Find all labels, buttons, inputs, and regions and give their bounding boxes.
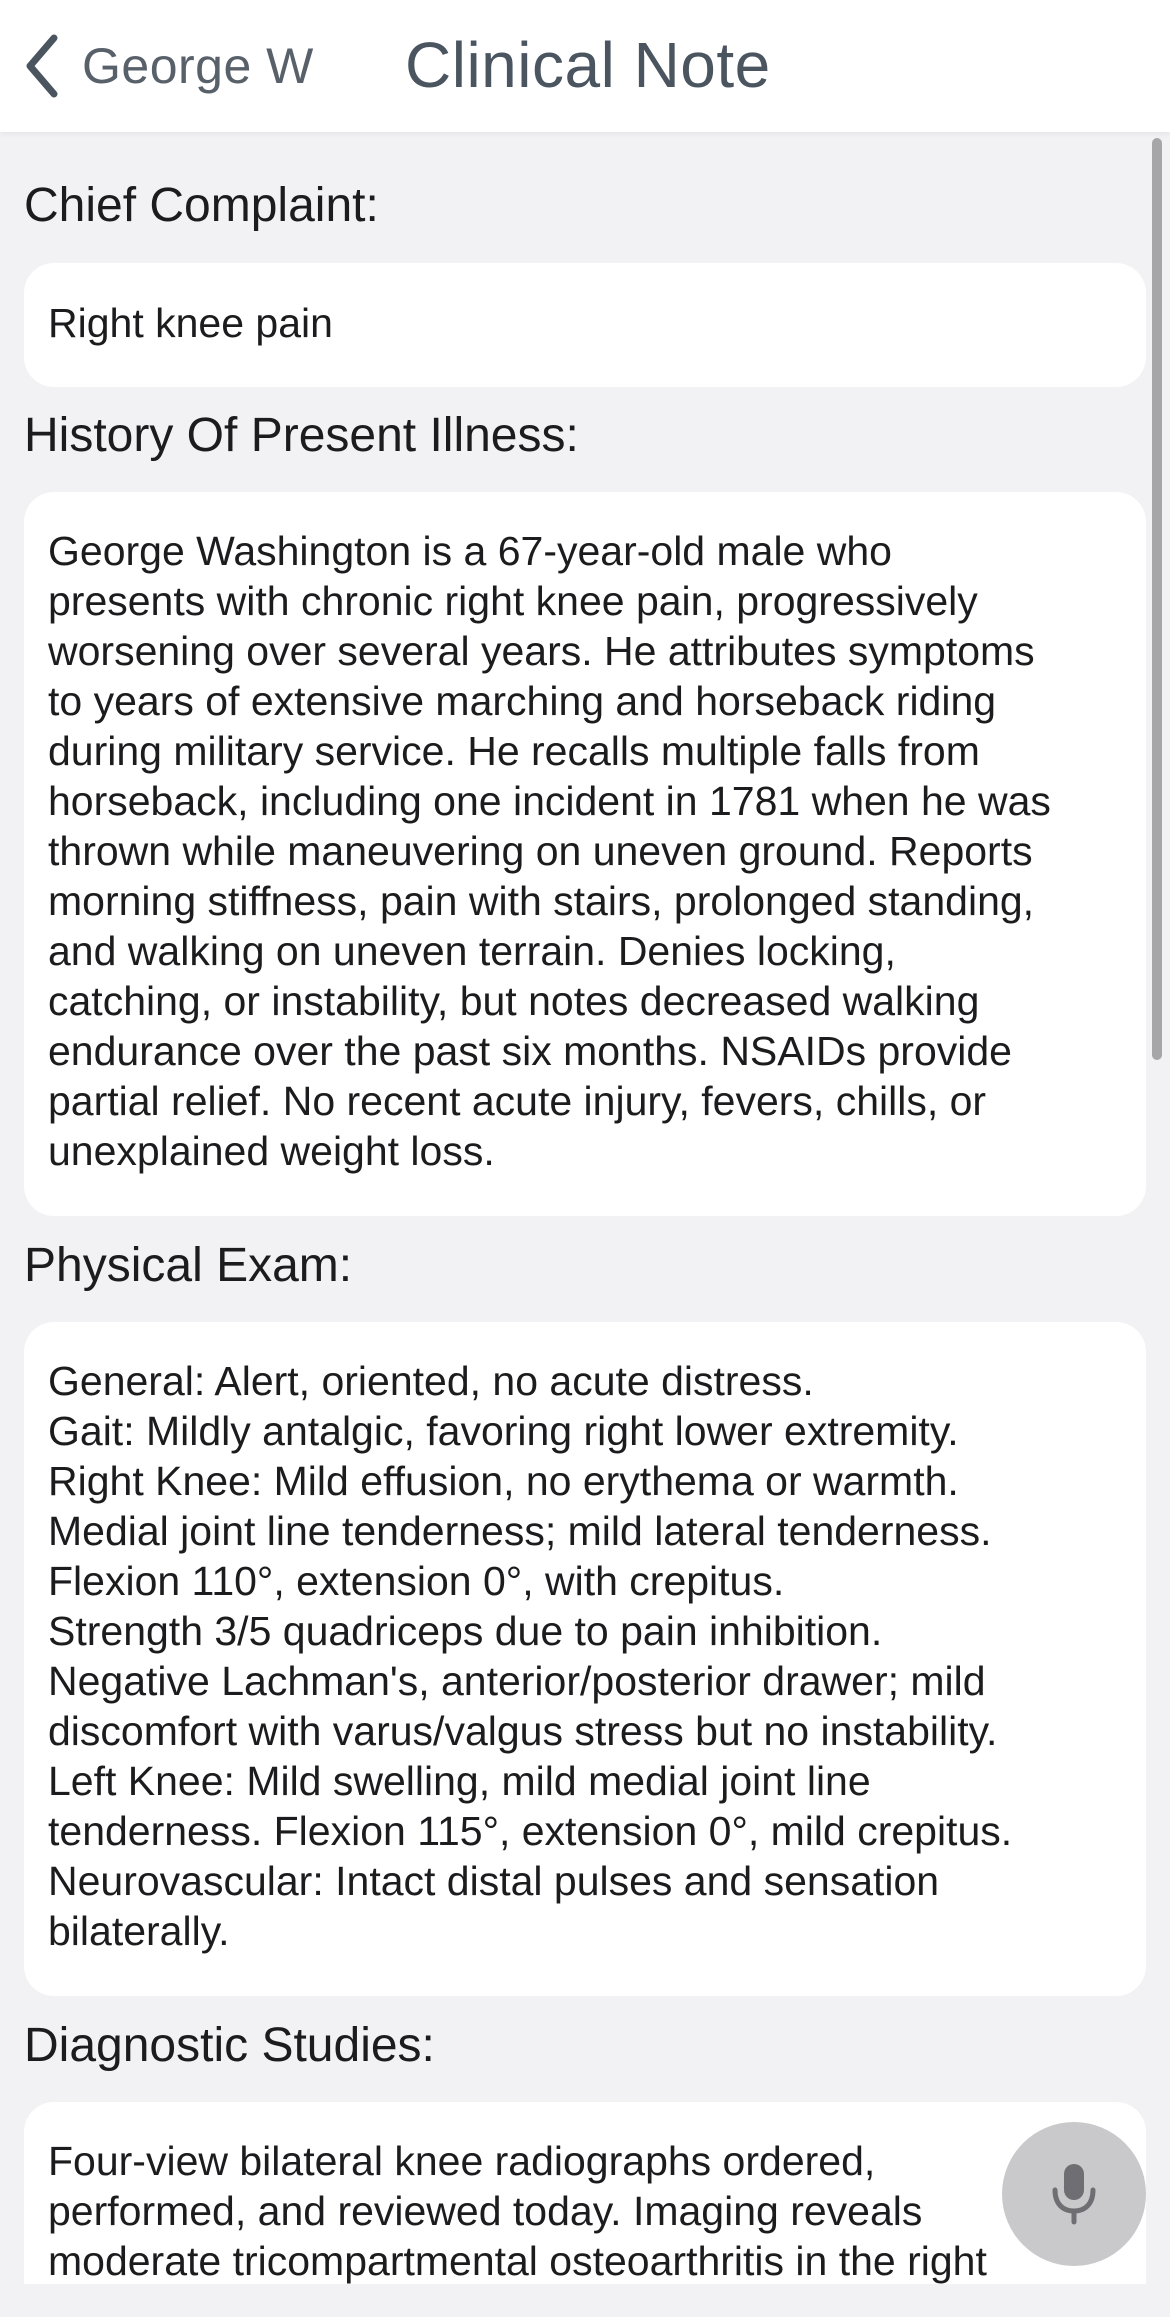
physical-exam-heading: Physical Exam: (24, 1239, 353, 1292)
hpi-text[interactable]: George Washington is a 67-year-old male who presents with chronic right knee pain, progressively worsening over several years. He attributes symptoms to years of extensive marching and horseback riding during military service. He recalls multiple falls from horseback, including one incident in 1781 when he was thrown while maneuvering on uneven ground. Reports morning stiffness, pain with stairs, prolonged standing, and walking on uneven terrain. Denies locking, catching, or instability, but notes decreased walking endurance over the past six months. NSAIDs provide partial relief. No recent acute injury, fevers, chills, or unexplained weight loss. (48, 528, 1051, 1174)
navigation-bar (0, 0, 1170, 132)
dictation-button[interactable] (1002, 2122, 1146, 2266)
back-button-label: George W (82, 38, 314, 94)
chief-complaint-heading: Chief Complaint: (24, 179, 379, 232)
page-title: Clinical Note (405, 29, 771, 101)
chief-complaint-text[interactable]: Right knee pain (48, 300, 333, 346)
diagnostic-studies-text[interactable]: Four-view bilateral knee radiographs ordered, performed, and reviewed today. Imaging reveals moderate tricompartmental osteoarthritis in the right (48, 2138, 987, 2284)
note-content[interactable] (0, 132, 1170, 2284)
chevron-left-icon (22, 34, 62, 98)
physical-exam-text[interactable]: General: Alert, oriented, no acute distress. Gait: Mildly antalgic, favoring right lower extremity. Right Knee: Mild effusion, no erythema or warmth. Medial joint line tenderness; mild lateral tenderness. Flexion 110°, extension 0°, with crepitus. Strength 3/5 quadriceps due to pain inhibition. Negative Lachman's, anterior/posterior drawer; mild discomfort with varus/valgus stress but no instability. Left Knee: Mild swelling, mild medial joint line tenderness. Flexion 115°, extension 0°, mild crepitus. Neurovascular: Intact distal pulses and sensation bilaterally. (48, 1358, 1013, 1954)
hpi-heading: History Of Present Illness: (24, 409, 579, 462)
hpi-card[interactable] (24, 492, 1146, 1216)
physical-exam-card[interactable] (24, 1322, 1146, 1996)
diagnostic-studies-heading: Diagnostic Studies: (24, 2019, 435, 2072)
diagnostic-studies-card[interactable] (24, 2102, 1146, 2284)
vertical-scrollbar[interactable] (1152, 138, 1162, 1060)
back-button[interactable] (22, 30, 314, 102)
microphone-icon (1048, 2162, 1100, 2226)
chief-complaint-card[interactable] (24, 263, 1146, 387)
bottom-fade (0, 2284, 1170, 2317)
